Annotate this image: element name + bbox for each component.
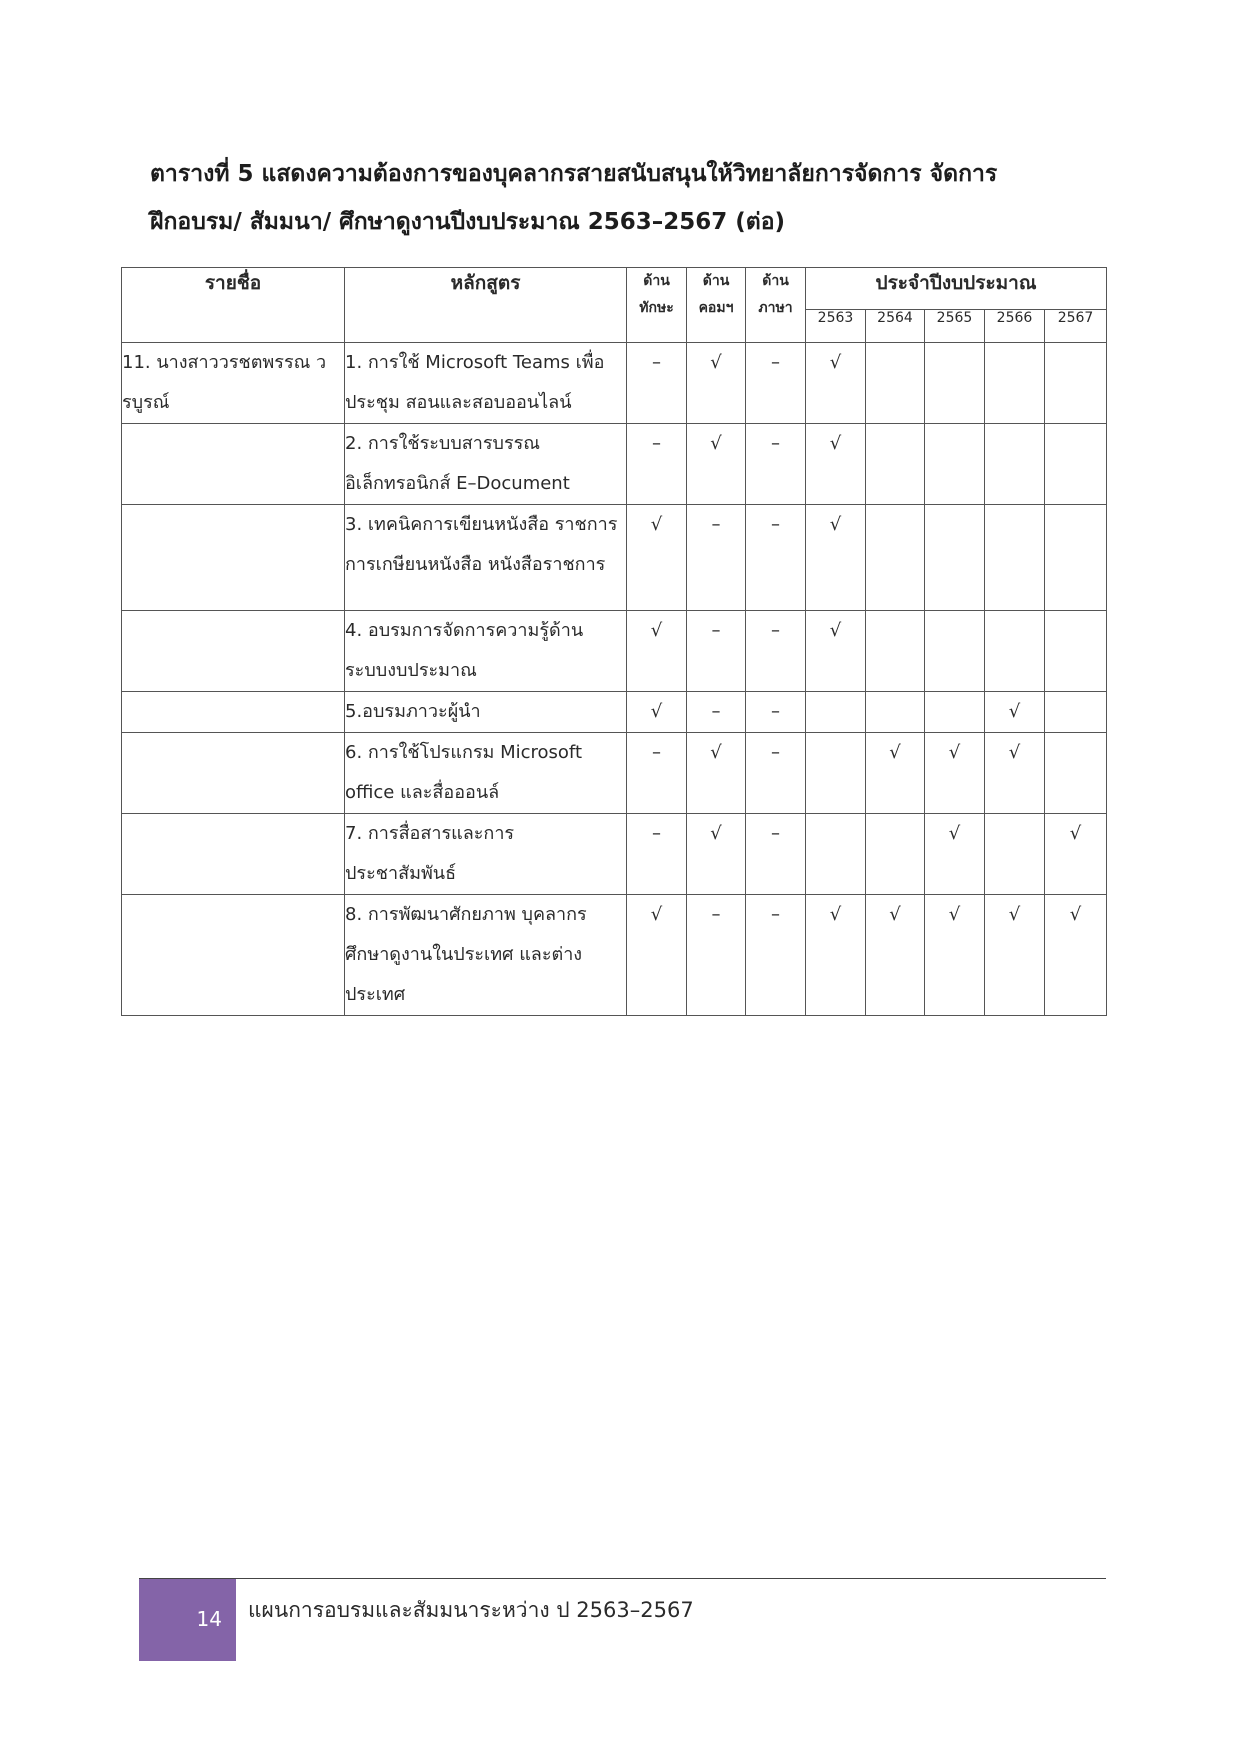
cell-mark bbox=[1045, 733, 1107, 814]
caption-line-2: ฝึกอบรม/ สัมมนา/ ศึกษาดูงานปีงบประมาณ 2563–2567 (ต่อ) bbox=[150, 209, 786, 235]
footer-title: แผนการอบรมและสัมมนาระหว่าง ป 2563–2567 bbox=[248, 1598, 694, 1622]
cell-mark bbox=[806, 733, 866, 814]
cell-mark: √ bbox=[627, 611, 687, 692]
cell-mark: – bbox=[687, 692, 746, 733]
cell-mark: √ bbox=[687, 343, 746, 424]
cell-mark bbox=[1045, 424, 1107, 505]
cell-mark: √ bbox=[687, 814, 746, 895]
cell-mark bbox=[925, 343, 985, 424]
cell-name bbox=[122, 611, 345, 692]
cell-course: 8. การพัฒนาศักยภาพ บุคลากรศึกษาดูงานในประเทศ และต่างประเทศ bbox=[345, 895, 627, 1016]
cell-course: 7. การสื่อสารและการ ประชาสัมพันธ์ bbox=[345, 814, 627, 895]
header-language-line-1: ด้าน bbox=[762, 273, 789, 289]
cell-mark: √ bbox=[627, 692, 687, 733]
cell-mark bbox=[866, 505, 925, 611]
cell-mark: – bbox=[746, 505, 806, 611]
cell-mark: √ bbox=[806, 895, 866, 1016]
cell-mark bbox=[1045, 505, 1107, 611]
cell-mark bbox=[866, 424, 925, 505]
cell-name bbox=[122, 814, 345, 895]
cell-mark bbox=[925, 692, 985, 733]
header-language-line-2: ภาษา bbox=[758, 300, 793, 316]
cell-mark bbox=[806, 692, 866, 733]
cell-mark bbox=[866, 343, 925, 424]
header-year: 2566 bbox=[985, 310, 1045, 343]
cell-mark bbox=[985, 424, 1045, 505]
cell-mark: – bbox=[746, 611, 806, 692]
cell-mark: – bbox=[687, 611, 746, 692]
cell-mark bbox=[866, 814, 925, 895]
cell-mark bbox=[1045, 611, 1107, 692]
cell-mark bbox=[985, 814, 1045, 895]
cell-mark: √ bbox=[925, 895, 985, 1016]
header-skill-line-2: ทักษะ bbox=[639, 300, 674, 316]
cell-mark: √ bbox=[925, 733, 985, 814]
table-row bbox=[122, 611, 1107, 692]
header-computer-line-2: คอมฯ bbox=[698, 300, 734, 316]
cell-mark: √ bbox=[806, 505, 866, 611]
page-number: 14 bbox=[196, 1607, 222, 1631]
cell-mark: – bbox=[627, 814, 687, 895]
table-row bbox=[122, 692, 1107, 733]
cell-mark: √ bbox=[627, 895, 687, 1016]
cell-mark bbox=[1045, 692, 1107, 733]
cell-mark: √ bbox=[1045, 814, 1107, 895]
cell-mark bbox=[985, 611, 1045, 692]
table-body bbox=[122, 343, 1107, 1016]
header-budget-period: ประจำปีงบประมาณ bbox=[806, 268, 1107, 310]
cell-name bbox=[122, 895, 345, 1016]
header-computer bbox=[687, 268, 746, 343]
cell-course: 5.อบรมภาวะผู้นำ bbox=[345, 692, 627, 733]
cell-mark: √ bbox=[806, 611, 866, 692]
table-row bbox=[122, 895, 1107, 1016]
cell-mark: √ bbox=[687, 733, 746, 814]
cell-mark: – bbox=[687, 505, 746, 611]
cell-mark: √ bbox=[866, 895, 925, 1016]
cell-mark bbox=[1045, 343, 1107, 424]
footer-divider bbox=[139, 1578, 1106, 1579]
cell-mark: – bbox=[746, 424, 806, 505]
cell-course: 3. เทคนิคการเขียนหนังสือ ราชการการเกษียนหนังสือ หนังสือราชการ bbox=[345, 505, 627, 611]
page-number-badge bbox=[139, 1579, 236, 1661]
header-course: หลักสูตร bbox=[345, 268, 627, 343]
cell-name bbox=[122, 424, 345, 505]
cell-mark: – bbox=[746, 733, 806, 814]
cell-mark: √ bbox=[985, 895, 1045, 1016]
table-row bbox=[122, 343, 1107, 424]
cell-mark bbox=[806, 814, 866, 895]
training-plan-table bbox=[121, 267, 1107, 1016]
cell-mark: – bbox=[687, 895, 746, 1016]
cell-mark: √ bbox=[925, 814, 985, 895]
cell-mark: – bbox=[627, 343, 687, 424]
table-row bbox=[122, 733, 1107, 814]
cell-mark bbox=[985, 343, 1045, 424]
cell-mark bbox=[866, 611, 925, 692]
cell-course: 6. การใช้โปรแกรม Microsoft office และสื่อออนล์ bbox=[345, 733, 627, 814]
cell-mark: √ bbox=[985, 692, 1045, 733]
header-year: 2564 bbox=[866, 310, 925, 343]
cell-mark bbox=[925, 611, 985, 692]
cell-mark: √ bbox=[687, 424, 746, 505]
cell-mark: – bbox=[746, 895, 806, 1016]
cell-mark: – bbox=[627, 733, 687, 814]
cell-mark: √ bbox=[806, 343, 866, 424]
cell-mark bbox=[866, 692, 925, 733]
cell-mark: – bbox=[746, 343, 806, 424]
header-year: 2563 bbox=[806, 310, 866, 343]
table-row bbox=[122, 505, 1107, 611]
cell-mark: √ bbox=[806, 424, 866, 505]
cell-mark: √ bbox=[627, 505, 687, 611]
caption-line-1: ตารางที่ 5 แสดงความต้องการของบุคลากรสายสนับสนุนให้วิทยาลัยการจัดการ จัดการ bbox=[150, 161, 998, 187]
table-row bbox=[122, 424, 1107, 505]
header-name: รายชื่อ bbox=[122, 268, 345, 343]
cell-mark: – bbox=[746, 814, 806, 895]
header-skill bbox=[627, 268, 687, 343]
cell-name bbox=[122, 733, 345, 814]
cell-name bbox=[122, 692, 345, 733]
header-language bbox=[746, 268, 806, 343]
cell-mark: – bbox=[746, 692, 806, 733]
header-year: 2565 bbox=[925, 310, 985, 343]
cell-mark: √ bbox=[1045, 895, 1107, 1016]
header-skill-line-1: ด้าน bbox=[643, 273, 670, 289]
cell-mark: √ bbox=[985, 733, 1045, 814]
table-caption bbox=[150, 150, 1110, 246]
cell-mark bbox=[925, 505, 985, 611]
cell-name bbox=[122, 505, 345, 611]
cell-mark: – bbox=[627, 424, 687, 505]
cell-course: 2. การใช้ระบบสารบรรณ อิเล็กทรอนิกส์ E–Document bbox=[345, 424, 627, 505]
cell-mark bbox=[985, 505, 1045, 611]
cell-name: 11. นางสาววรชตพรรณ วรบูรณ์ bbox=[122, 343, 345, 424]
cell-course: 1. การใช้ Microsoft Teams เพื่อประชุม สอนและสอบออนไลน์ bbox=[345, 343, 627, 424]
header-computer-line-1: ด้าน bbox=[702, 273, 730, 289]
cell-course: 4. อบรมการจัดการความรู้ด้าน ระบบงบประมาณ bbox=[345, 611, 627, 692]
table-row bbox=[122, 814, 1107, 895]
cell-mark bbox=[925, 424, 985, 505]
cell-mark: √ bbox=[866, 733, 925, 814]
header-year: 2567 bbox=[1045, 310, 1107, 343]
